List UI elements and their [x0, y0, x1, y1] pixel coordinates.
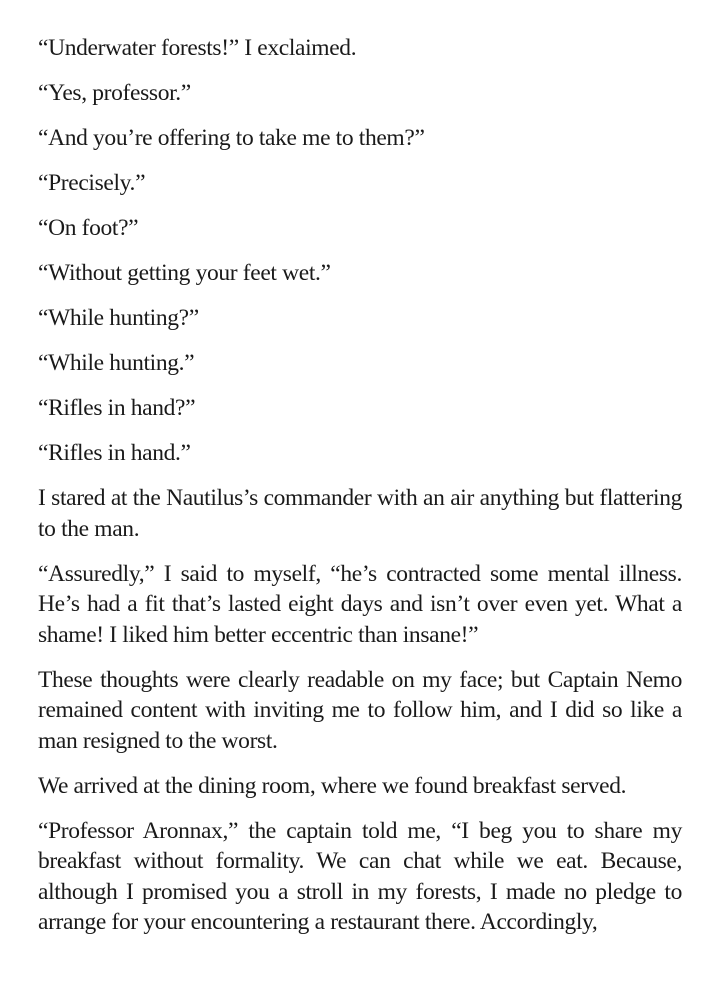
paragraph: I stared at the Nautilus’s commander with an air anything but flattering to the man.: [38, 485, 682, 542]
paragraph: “Assuredly,” I said to myself, “he’s contracted some mental illness. He’s had a fit that’s lasted eight days and isn’t over even yet. What a shame! I liked him better eccentric than insane!”: [38, 560, 682, 648]
paragraph: “Professor Aronnax,” the captain told me, “I beg you to share my breakfast without formality. We can chat while we eat. Because, although I promised you a stroll in my forests, I made no pledge to arrange for your encountering a restaurant there. Accordingly,: [38, 817, 682, 935]
paragraph: “Yes, professor.”: [38, 80, 191, 106]
paragraph: These thoughts were clearly readable on my face; but Captain Nemo remained content with inviting me to follow him, and I did so like a man resigned to the worst.: [38, 666, 682, 754]
paragraph: “While hunting?”: [38, 305, 199, 331]
paragraph: “Precisely.”: [38, 170, 146, 196]
paragraph: “On foot?”: [38, 215, 139, 241]
paragraph: “Rifles in hand.”: [38, 440, 191, 466]
paragraph: We arrived at the dining room, where we found breakfast served.: [38, 772, 627, 799]
paragraph: “Underwater forests!” I exclaimed.: [38, 35, 357, 61]
paragraph: “And you’re offering to take me to them?”: [38, 125, 425, 151]
page-text: [38, 33, 682, 938]
paragraph: “Rifles in hand?”: [38, 395, 196, 421]
paragraph: “While hunting.”: [38, 350, 195, 376]
paragraph: “Without getting your feet wet.”: [38, 260, 331, 286]
